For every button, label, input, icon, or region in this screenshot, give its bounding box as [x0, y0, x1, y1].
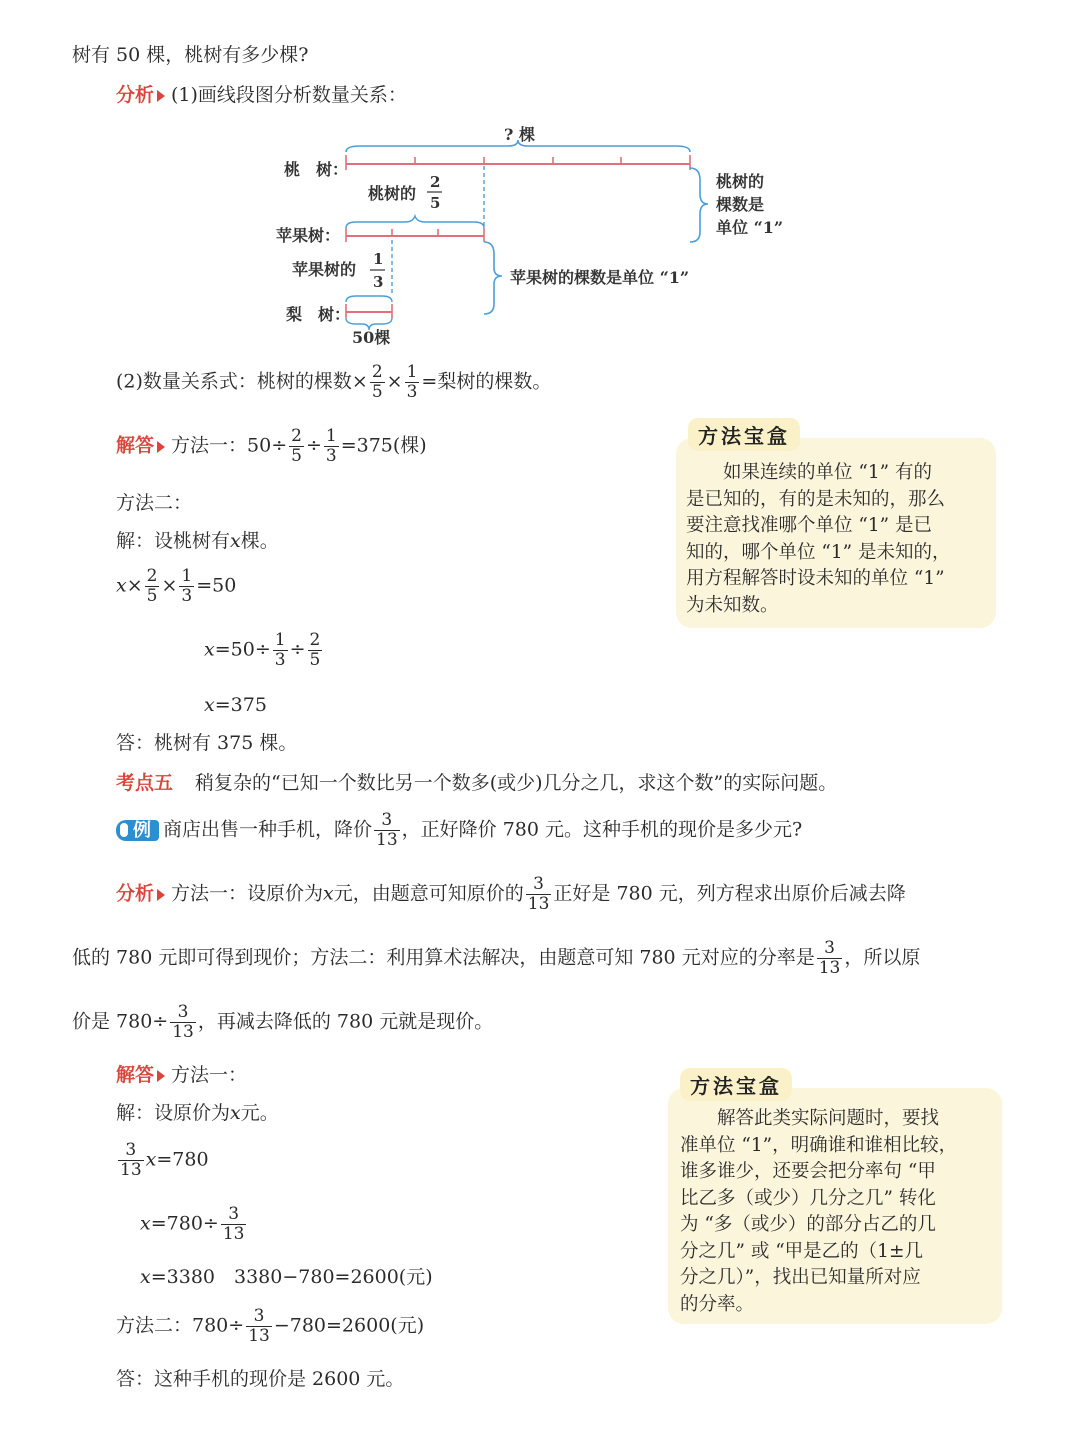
answer2-set: 解：设原价为x元。 [116, 1102, 279, 1124]
apple-unit-brace [484, 242, 502, 314]
pear-label: 梨 树： [286, 305, 351, 324]
answer1-eq2: x=50÷ $\frac{1}{3}$ ÷ $\frac{2}{5}$ [204, 630, 321, 670]
answer2-eq3: x=3380 3380−780=2600(元) [140, 1266, 433, 1288]
analysis2-line1: 分析 方法一：设原价为x元，由题意可知原价的 $\frac{3}{13}$ 正好是 780 元，列方程求出原价后减去降 [116, 874, 906, 914]
answer1-final: 答：桃树有 375 棵。 [116, 732, 298, 754]
line-segment-diagram [0, 0, 1080, 360]
peach-frac-prefix: 桃树的 [368, 184, 417, 203]
apple-frac-num: 1 [373, 250, 384, 268]
answer1-eq1: x× $\frac{2}{5}$ × $\frac{1}{3}$ =50 [116, 566, 237, 606]
example-line: 例 商店出售一种手机，降价 $\frac{3}{13}$ ，正好降价 780 元。这种手机的现价是多少元? [116, 812, 802, 849]
relation-suffix: =梨树的棵数。 [421, 370, 552, 393]
m1-frac1: $\frac{2}{5}$ [291, 426, 302, 466]
answer1-set: 解：设桃树有x棵。 [116, 530, 279, 552]
peach-unit-line2: 棵数是 [716, 195, 765, 214]
peach-unit-brace [690, 168, 708, 242]
m1-frac2: $\frac{1}{3}$ [325, 426, 337, 466]
method-box-2-title: 方法宝盒 [680, 1068, 792, 1101]
example-tag: 例 [116, 820, 159, 842]
triangle-icon [157, 889, 165, 901]
analysis2-line3: 价是 780÷ $\frac{3}{13}$ ，再减去降低的 780 元就是现价。 [72, 1002, 494, 1042]
pear-top-brace [346, 296, 392, 302]
analysis-label: 分析 [116, 84, 155, 106]
analysis-text: (1)画线段图分析数量关系： [171, 84, 407, 106]
question-label: ? 棵 [504, 125, 535, 144]
answer-label: 解答 [116, 434, 155, 457]
var-x: x [230, 530, 241, 552]
kaodian-text: 稍复杂的“已知一个数比另一个数多(或少)几分之几，求这个数”的实际问题。 [195, 772, 838, 794]
peach-unit-line1: 桃树的 [716, 172, 765, 191]
peach-unit-line3: 单位 “1” [716, 218, 784, 237]
apple-frac-den: 3 [373, 273, 384, 291]
answer1-eq3: x=375 [204, 694, 267, 716]
peach-frac-num: 2 [430, 173, 441, 191]
method-box-2-text: 解答此类实际问题时，要找 准单位 “1”，明确谁和谁相比较， 谁多谁少，还要会把分率句 “甲 比乙多（或少）几分之几” 转化 为 “多（或少）的部分占乙的几 分之几” 或 “甲是乙的（1±几 分之几）”，找出已知量所对应 的分率。 [680, 1108, 958, 1315]
m1-prefix: 方法一：50÷ [171, 434, 288, 457]
answer1-method2-title: 方法二： [116, 492, 193, 514]
answer2-final: 答：这种手机的现价是 2600 元。 [116, 1368, 405, 1390]
peach-label: 桃 树： [284, 160, 349, 179]
m1-suffix: =375(棵) [340, 434, 427, 457]
apple-unit-text: 苹果树的棵数是单位 “1” [510, 268, 690, 287]
answer1-method1 [116, 428, 427, 465]
answer2-eq2: x=780÷ $\frac{3}{13}$ [140, 1204, 245, 1244]
peach-ticks [346, 155, 690, 170]
relation-frac1: $\frac{2}{5}$ [371, 362, 383, 402]
intro-line: 树有 50 棵，桃树有多少棵? [72, 44, 309, 66]
triangle-icon [157, 1070, 165, 1082]
answer2-eq1: $\frac{3}{13}$ x=780 [120, 1140, 209, 1180]
method-box-1-text: 如果连续的单位 “1” 有的 是已知的，有的是未知的，那么 要注意找准哪个单位 “1” 是已 知的，哪个单位 “1” 是未知的， 用方程解答时设未知的单位 “1” 为未知数。 [686, 462, 951, 616]
peach-part-brace [346, 216, 484, 228]
pear-value: 50棵 [352, 328, 391, 347]
triangle-icon [157, 441, 165, 453]
method-box-1-title: 方法宝盒 [688, 418, 800, 451]
apple-frac-prefix: 苹果树的 [292, 260, 357, 279]
peach-frac-den: 5 [430, 194, 441, 212]
kaodian-line [116, 772, 837, 795]
relation-prefix: (2)数量关系式：桃树的棵数× [116, 370, 368, 393]
relation-line [116, 364, 551, 401]
answer2-method2: 方法二：780÷ $\frac{3}{13}$ −780=2600(元) [116, 1306, 425, 1346]
m1-div: ÷ [305, 434, 322, 457]
relation-frac2: $\frac{1}{3}$ [406, 362, 418, 402]
analysis2-line2: 低的 780 元即可得到现价；方法二：利用算术法解决，由题意可知 780 元对应的分率是 $\frac{3}{13}$ ，所以原 [72, 938, 921, 978]
relation-times: × [386, 370, 403, 393]
kaodian-label: 考点五 [116, 772, 174, 794]
top-brace [346, 140, 690, 152]
apple-label: 苹果树： [276, 226, 341, 245]
answer2-title: 解答 方法一： [116, 1064, 248, 1086]
